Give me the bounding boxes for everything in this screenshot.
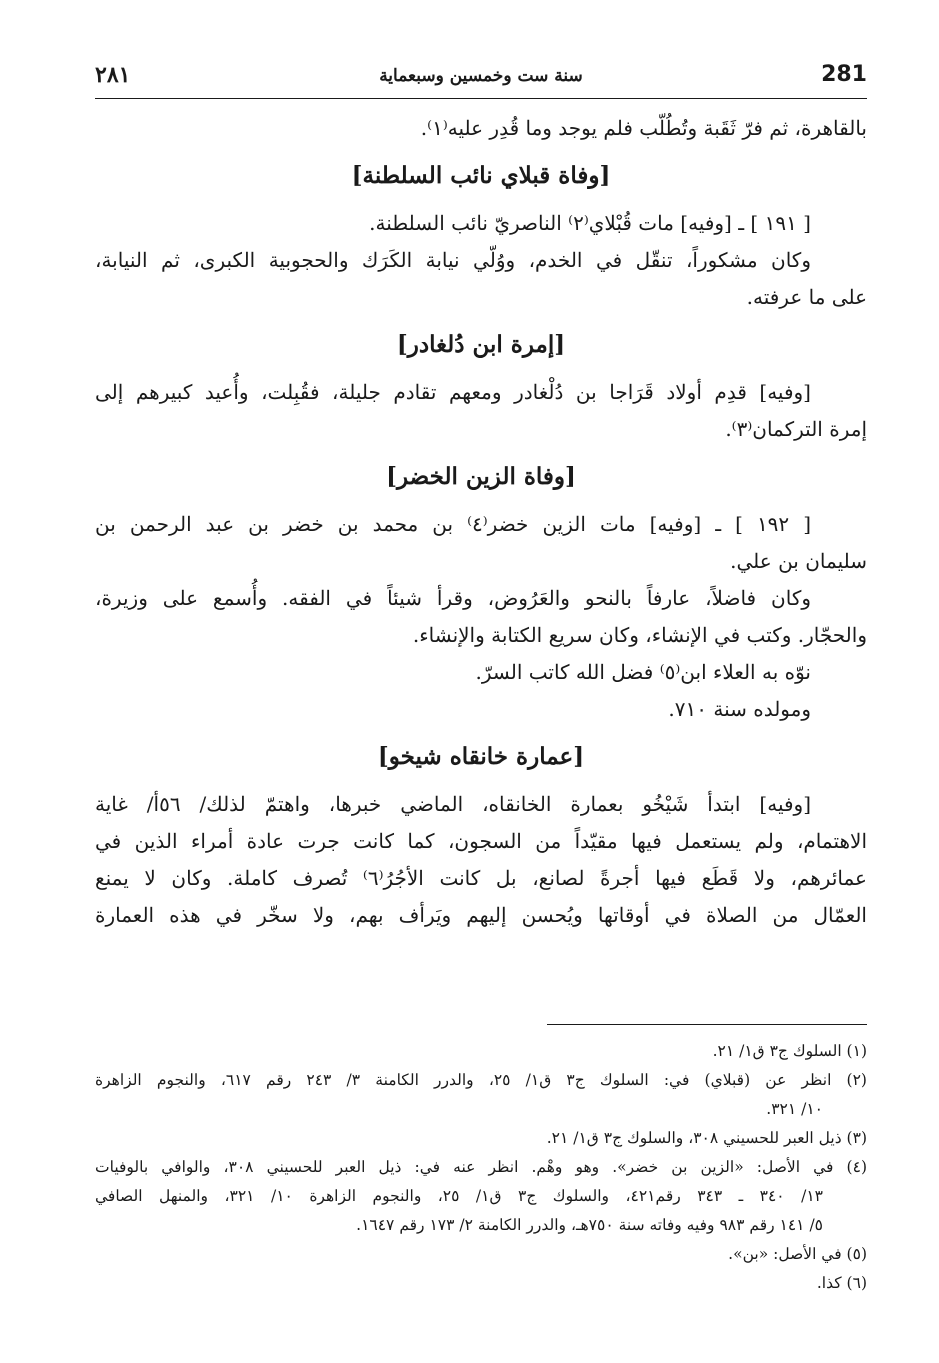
page-header xyxy=(95,56,867,96)
footnote: (٥) في الأصل: «بن». xyxy=(728,1245,867,1263)
footnote: (٤) في الأصل: «الزين بن خضر». وهو وهْم. انظر عنه في: ذيل العبر للحسيني ٣٠٨، والوافي بالوفيات xyxy=(95,1158,867,1176)
footnotes xyxy=(95,1037,867,1298)
text-line: بالقاهرة، ثم فرّ ثَقَبة وتُطُلّب فلم يوجد وما قُدِر عليه⁽١⁾. xyxy=(420,116,867,140)
footnote: (٣) ذيل العبر للحسيني ٣٠٨، والسلوك ج٣ ق١/ ٢١. xyxy=(546,1129,867,1147)
section-heading: [وفاة قبلاي نائب السلطنة] xyxy=(351,162,611,189)
section-heading: [وفاة الزين الخضر] xyxy=(386,463,576,490)
text-line: وكان فاضلاً، عارفاً بالنحو والعَرُوض، وقرأ شيئاً في الفقه. وأُسمع على وزيرة، xyxy=(95,586,811,610)
text-line: نوّه به العلاء ابن⁽٥⁾ فضل الله كاتب السرّ. xyxy=(475,660,811,684)
page-number-latin: 281 xyxy=(821,62,867,87)
text-line: عمائرهم، ولا قَطَع فيها أجرةً لصانع، بل كانت الأجُرُ⁽٦⁾ تُصرف كاملة. وكان لا يمنع xyxy=(95,866,867,890)
text-line: الاهتمام، ولم يستعمل فيها مقيّداً من السجون، كما كانت جرت عادة أمراء الذين في xyxy=(95,829,867,853)
text-line: وكان مشكوراً، تنقّل في الخدم، ووُلّي نيابة الكَرَك والحجوبية الكبرى، ثم النيابة، xyxy=(95,248,811,272)
footnote-continuation: ٥/ ١٤١ رقم ٩٨٣ وفيه وفاته سنة ٧٥٠هـ، والدرر الكامنة ٢/ ١٧٣ رقم ١٦٤٧. xyxy=(356,1216,823,1234)
footnote-continuation: ١٠/ ٣٢١. xyxy=(766,1100,823,1118)
footnote-rule xyxy=(547,1024,867,1025)
text-line: والحجّار. وكتب في الإنشاء، وكان سريع الكتابة والإنشاء. xyxy=(412,623,867,647)
text-line: ومولده سنة ٧١٠. xyxy=(668,697,811,721)
section-heading: [إمرة ابن دُلغادر] xyxy=(396,331,566,358)
running-title: سنة ست وخمسين وسبعماية xyxy=(379,66,583,86)
section-heading: [عمارة خانقاه شيخو] xyxy=(377,743,585,770)
text-line: سليمان بن علي. xyxy=(730,549,867,573)
text-line: [وفيه] قدِم أولاد قَرَاجا بن دُلْغادر ومعهم تقادم جليلة، فقُبِلت، وأُعيد كبيرهم إلى xyxy=(95,380,811,404)
text-line: إمرة التركمان⁽٣⁾. xyxy=(725,417,867,441)
page-number-arabic: ٢٨١ xyxy=(95,62,131,88)
footnote: (١) السلوك ج٣ ق١/ ٢١. xyxy=(712,1042,867,1060)
entry-line: [ ١٩١ ] ـ [وفيه] مات قُبْلاي⁽٢⁾ الناصريّ نائب السلطنة. xyxy=(369,211,811,235)
header-rule xyxy=(95,98,867,99)
main-text xyxy=(95,110,867,934)
text-line: [وفيه] ابتدأ شَيْخُو بعمارة الخانقاه، الماضي خبرها، واهتمّ لذلك/ ٥٦أ/ غاية xyxy=(95,792,812,816)
text-line: على ما عرفته. xyxy=(746,285,867,309)
footnote-continuation: ١٣/ ٣٤٠ ـ ٣٤٣ رقم٤٢١، والسلوك ج٣ ق١/ ٢٥، والنجوم الزاهرة ١٠/ ٣٢١، والمنهل الصافي xyxy=(95,1187,823,1205)
text-line: العمّال من الصلاة في أوقاتها ويُحسن إليهم ويَرأف بهم، ولا سخّر في هذه العمارة xyxy=(95,903,867,927)
footnote: (٢) انظر عن (قبلاي) في: السلوك ج٣ ق١/ ٢٥، والدرر الكامنة ٣/ ٢٤٣ رقم ٦١٧، والنجوم الزاهرة xyxy=(95,1071,867,1089)
footnote: (٦) كذا. xyxy=(816,1274,867,1292)
entry-line: [ ١٩٢ ] ـ [وفيه] مات الزين خضر⁽٤⁾ بن محمد بن خضر بن عبد الرحمن بن xyxy=(95,512,811,536)
